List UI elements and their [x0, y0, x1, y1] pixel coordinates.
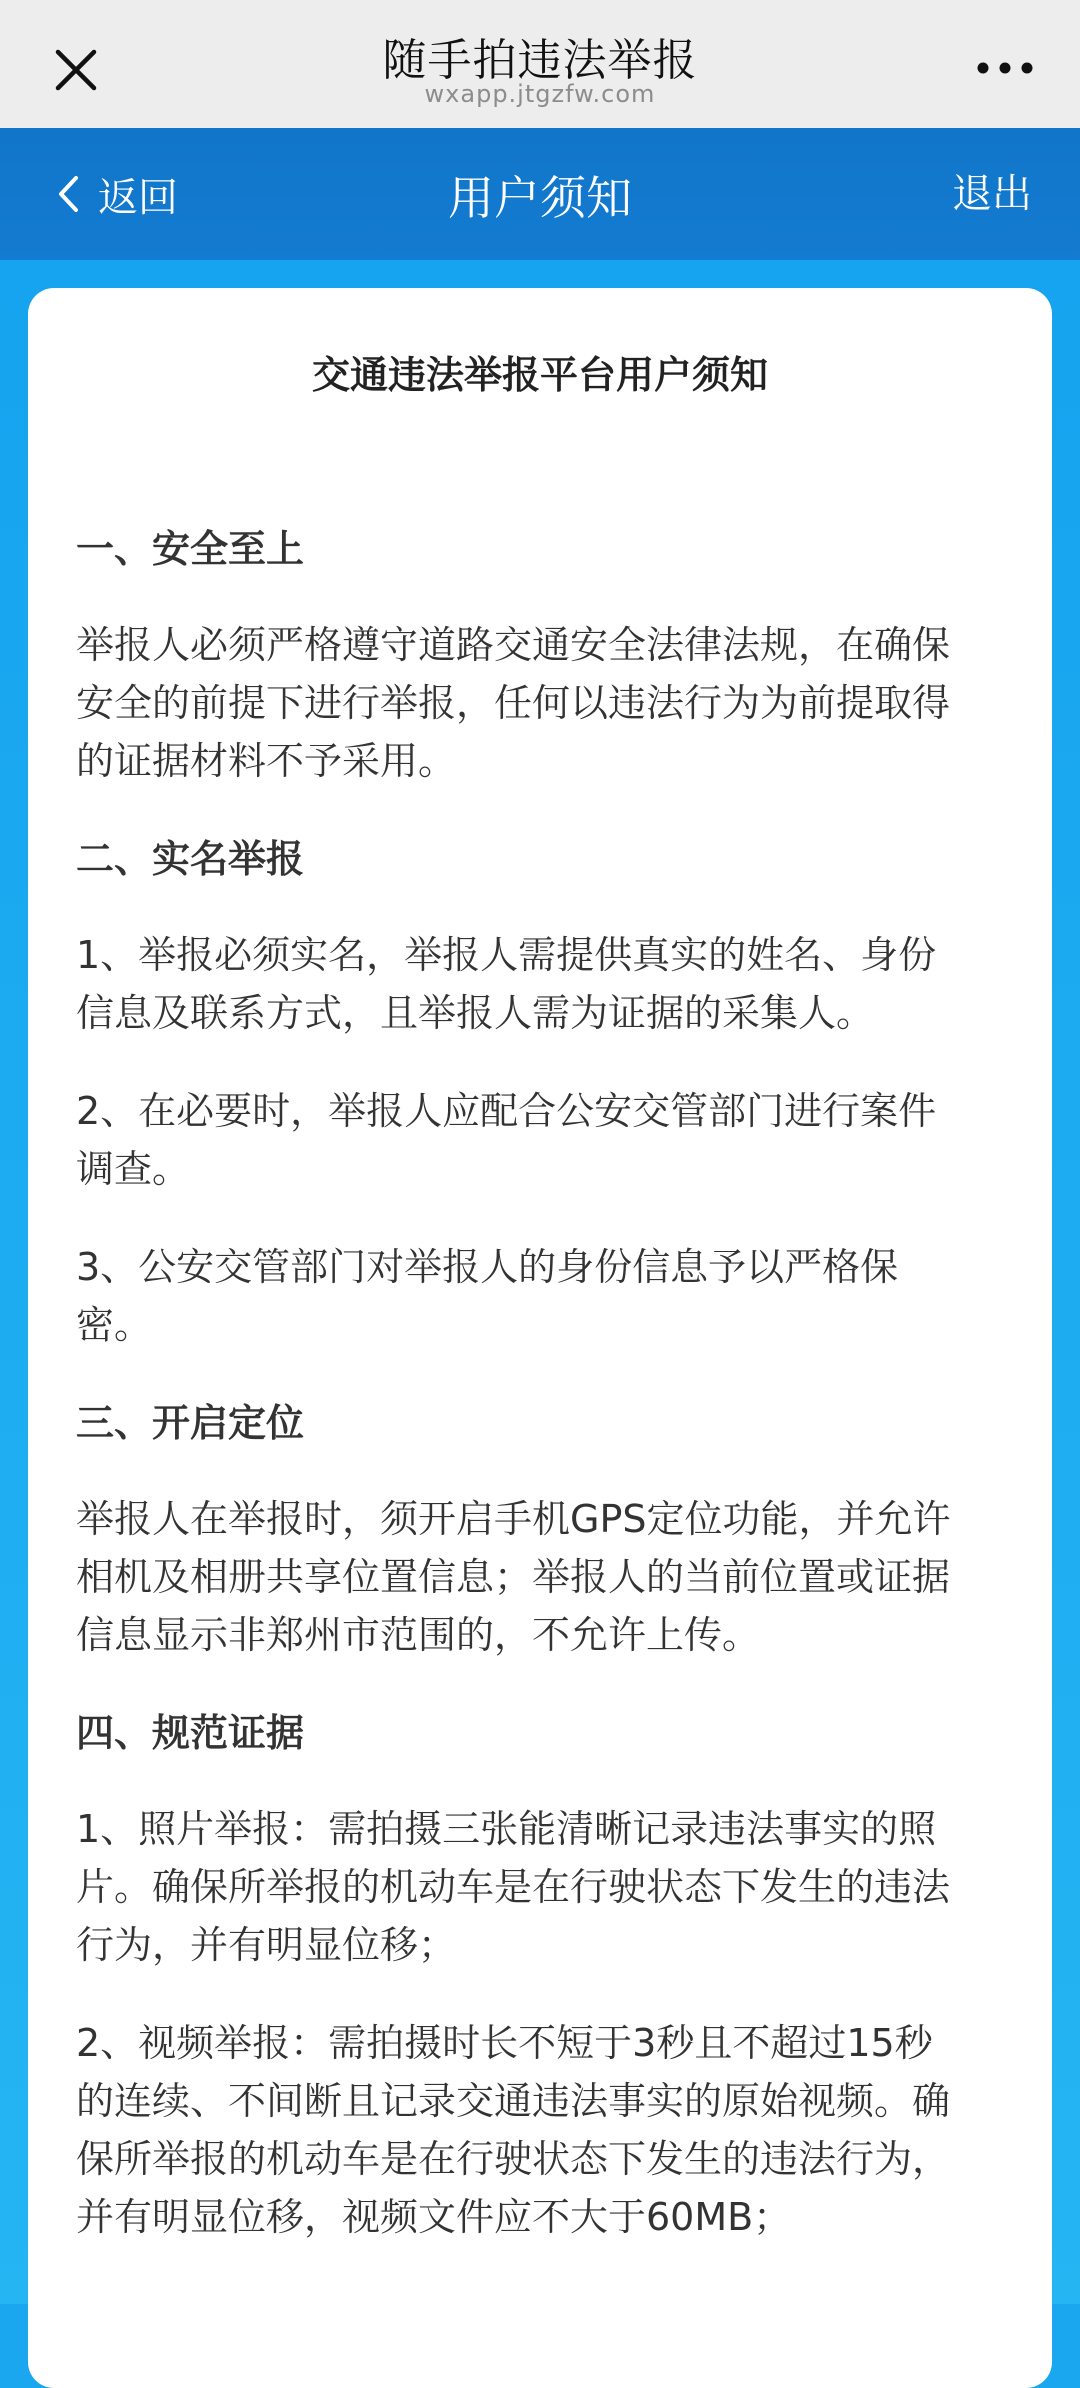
paragraph-line: 2、在必要时，举报人应配合公安交管部门进行案件 [76, 1089, 937, 1133]
paragraph-line: 并有明显位移，视频文件应不大于60MB； [76, 2195, 792, 2239]
paragraph-line: 举报人必须严格遵守道路交通安全法律法规，在确保 [76, 623, 951, 667]
back-label: 返回 [98, 174, 178, 221]
notice-card [28, 288, 1052, 2388]
paragraph-line: 信息显示非郑州市范围的，不允许上传。 [76, 1613, 761, 1657]
paragraph-line: 1、照片举报：需拍摄三张能清晰记录违法事实的照 [76, 1807, 937, 1851]
paragraph-line: 3、公安交管部门对举报人的身份信息予以严格保 [76, 1245, 899, 1289]
section-paragraph [76, 2014, 1016, 2246]
section-paragraph [76, 1800, 1016, 1974]
section-paragraph [76, 1238, 1016, 1354]
paragraph-line: 信息及联系方式，且举报人需为证据的采集人。 [76, 991, 875, 1035]
paragraph-line: 的连续、不间断且记录交通违法事实的原始视频。确 [76, 2079, 951, 2123]
paragraph-line: 2、视频举报：需拍摄时长不短于3秒且不超过15秒 [76, 2021, 933, 2065]
paragraph-line: 举报人在举报时，须开启手机GPS定位功能，并允许 [76, 1497, 951, 1541]
paragraph-line: 保所举报的机动车是在行驶状态下发生的违法行为， [76, 2137, 951, 2181]
section-heading: 二、实名举报 [76, 837, 305, 881]
more-horizontal-icon[interactable] [975, 58, 1035, 78]
section-paragraph [76, 1082, 1016, 1198]
paragraph-line: 行为，并有明显位移； [76, 1923, 457, 1967]
document-title: 交通违法举报平台用户须知 [311, 353, 768, 397]
page-title: 用户须知 [448, 171, 632, 225]
document-content [76, 520, 1016, 2286]
paragraph-line: 片。确保所举报的机动车是在行驶状态下发生的违法 [76, 1865, 951, 1909]
paragraph-line: 相机及相册共享位置信息；举报人的当前位置或证据 [76, 1555, 951, 1599]
browser-top-bar [0, 0, 1080, 128]
app-header [0, 128, 1080, 260]
section-paragraph [76, 1490, 1016, 1664]
section-heading: 三、开启定位 [76, 1401, 305, 1445]
logout-button[interactable]: 退出 [952, 171, 1032, 217]
paragraph-line: 安全的前提下进行举报，任何以违法行为为前提取得 [76, 681, 951, 725]
browser-url: wxapp.jtgzfw.com [424, 80, 656, 108]
section-paragraph [76, 616, 1016, 790]
paragraph-line: 密。 [76, 1303, 153, 1347]
paragraph-line: 1、举报必须实名，举报人需提供真实的姓名、身份 [76, 933, 937, 977]
browser-title: 随手拍违法举报 [382, 35, 698, 86]
section-heading: 一、安全至上 [76, 527, 305, 571]
section-paragraph [76, 926, 1016, 1042]
paragraph-line: 调查。 [76, 1147, 191, 1191]
paragraph-line: 的证据材料不予采用。 [76, 739, 457, 783]
section-heading: 四、规范证据 [76, 1711, 305, 1755]
